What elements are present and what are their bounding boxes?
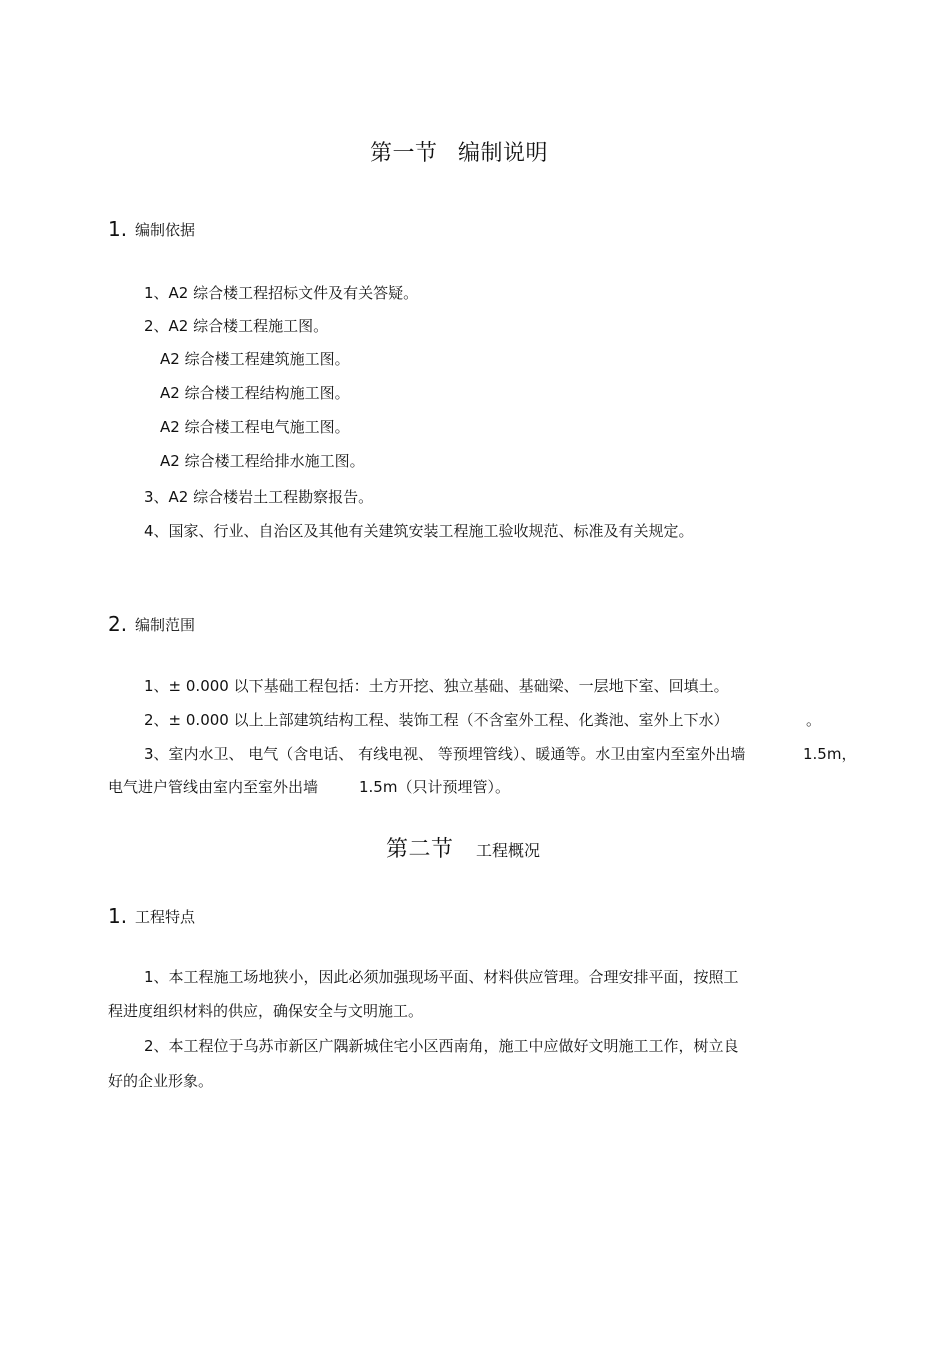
scope-item-2: 2、± 0.000 以上上部建筑结构工程、装饰工程（不含室外工程、化粪池、室外上下水） <box>144 711 729 729</box>
feature-item-2: 2、本工程位于乌苏市新区广隅新城住宅小区西南角，施工中应做好文明施工工作，树立良 <box>144 1037 739 1055</box>
feature-heading: 工程特点 <box>135 908 196 926</box>
basis-subitem-1: A2 综合楼工程建筑施工图。 <box>160 350 350 368</box>
part2-number: 2. <box>108 612 128 636</box>
scope-item-3-cont: 电气进户管线由室内至室外出墙 <box>108 778 319 796</box>
basis-subitem-3: A2 综合楼工程电气施工图。 <box>160 418 350 436</box>
section1-title-number: 第一节 <box>370 141 438 166</box>
feature-item-2-cont: 好的企业形象。 <box>108 1072 214 1090</box>
feature-number: 1. <box>108 904 128 928</box>
part2-heading: 编制范围 <box>135 616 196 634</box>
basis-subitem-4: A2 综合楼工程给排水施工图。 <box>160 452 365 470</box>
section1-title-text: 编制说明 <box>458 141 549 166</box>
scope-item-1: 1、± 0.000 以下基础工程包括：土方开挖、独立基础、基础梁、一层地下室、回填土。 <box>144 677 729 695</box>
part1-heading: 编制依据 <box>135 221 196 239</box>
basis-item-4: 4、国家、行业、自治区及其他有关建筑安装工程施工验收规范、标准及有关规定。 <box>144 522 694 540</box>
part1-number: 1. <box>108 217 128 241</box>
section2-title-text: 工程概况 <box>476 841 541 860</box>
scope-item-3-cont-value: 1.5m（只计预埋管）。 <box>359 778 510 796</box>
feature-item-1: 1、本工程施工场地狭小，因此必须加强现场平面、材料供应管理。合理安排平面，按照工 <box>144 968 739 986</box>
section2-title-number: 第二节 <box>386 837 454 862</box>
basis-subitem-2: A2 综合楼工程结构施工图。 <box>160 384 350 402</box>
basis-item-3: 3、A2 综合楼岩土工程勘察报告。 <box>144 488 374 506</box>
scope-item-3: 3、室内水卫、 电气（含电话、 有线电视、 等预埋管线）、暖通等。水卫由室内至室外出墙 <box>144 745 746 763</box>
basis-item-1: 1、A2 综合楼工程招标文件及有关答疑。 <box>144 284 419 302</box>
scope-item-3-value: 1.5m， <box>803 745 857 763</box>
basis-item-2: 2、A2 综合楼工程施工图。 <box>144 317 329 335</box>
scope-item-2-end: 。 <box>806 711 822 729</box>
feature-item-1-cont: 程进度组织材料的供应，确保安全与文明施工。 <box>108 1002 424 1020</box>
